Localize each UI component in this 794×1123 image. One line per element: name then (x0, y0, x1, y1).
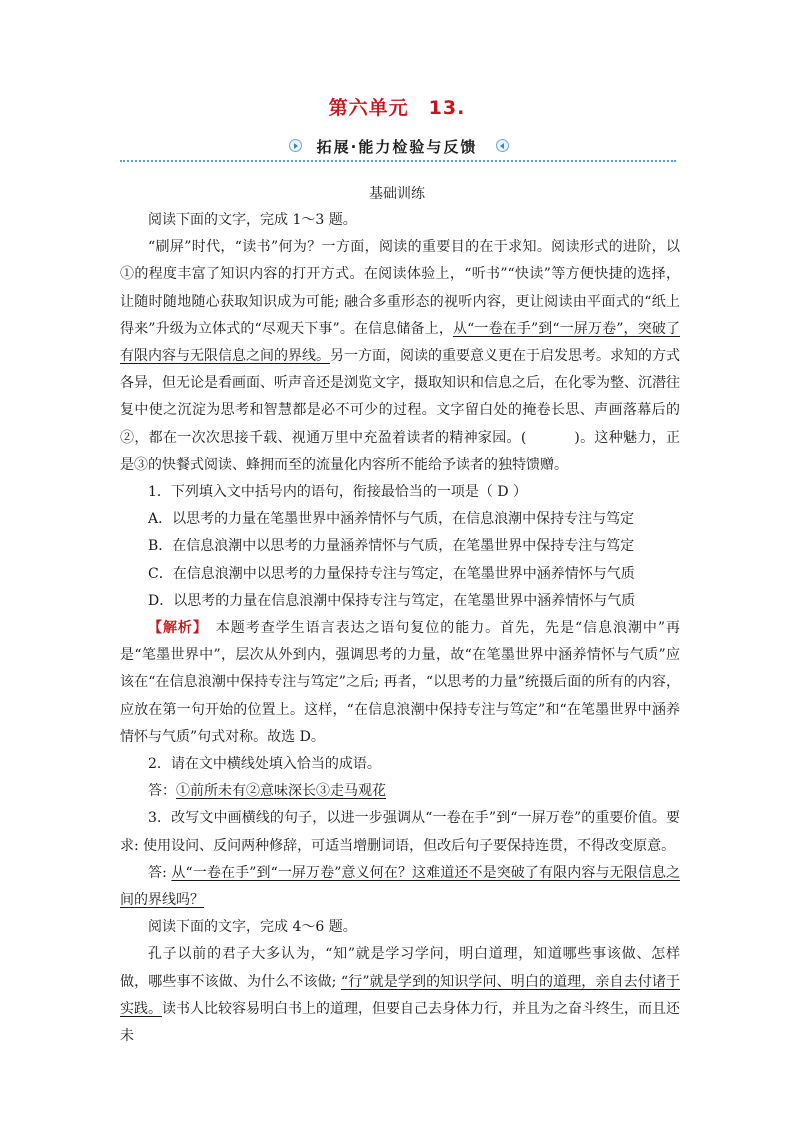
section-banner (0, 136, 794, 160)
passage1-underlined: 从“一卷在手”到“一屏万卷”，突破了有限内容与无限信息之间的界线。 (120, 320, 680, 365)
passage1-s2: 另一方面，阅读的重要意义更在于启发思考。求知的方式各异，但无论是看画面、听声音还是浏览文字，摄取知识和信息之后，在化零为整、沉潜往复中使之沉淀为思考和智慧都是必不可少的过程。文字留白处的掩卷长思、声画落幕后的②，都在一次次思接千载、视通万里中充盈着读者的精神家园。( (120, 348, 680, 446)
q1-option-a: A．以思考的力量在笔墨世界中涵养情怀与气质，在信息浪潮中保持专注与笃定 (148, 511, 635, 528)
passage1-s3: )。这种魅力，正是③的快餐式阅读、蜂拥而至的流量化内容所不能给予读者的独特馈赠。 (120, 429, 680, 473)
q3-stem: 3．改写文中画横线的句子，以进一步强调从“一卷在手”到“一屏万卷”的重要价值。要求: 使用设问、反问两种修辞，可适当增删词语，但改后句子要保持连贯，不得改变原意。 (120, 810, 680, 854)
q2-answer-prefix: 答： (148, 783, 176, 800)
passage1-intro: 阅读下面的文字，完成 1～3 题。 (148, 212, 357, 228)
passage1-s1: “刷屏”时代，“读书”何为？一方面，阅读的重要目的在于求知。阅读形式的进阶，以①的程度丰富了知识内容的打开方式。在阅读体验上，“听书”“快读”等方便快捷的选择，让随时随地随心获取知识成为可能; 融合多重形态的视听内容，更让阅读由平面式的“纸上得来”升级为立体式的“尽观天下事”。在信息储备上， (120, 239, 680, 337)
q3-answer-prefix: 答: (148, 864, 172, 881)
passage2-underlined: “行”就是学到的知识学问、明白的道理，亲自去付诸于实践。 (120, 973, 680, 1017)
q1-stem: 1．下列填入文中括号内的语句，衔接最恰当的一项是（ D ） (148, 484, 528, 501)
q2-answer (120, 778, 680, 805)
arrow-left-icon (496, 139, 509, 152)
q3-answer (120, 860, 680, 914)
document-body (120, 207, 680, 1050)
section-title: 基础训练 (369, 186, 425, 202)
analysis-text: 本题考查学生语言表达之语句复位的能力。首先，先是“信息浪潮中”再是“笔墨世界中”，层次从外到内，强调思考的力量，故“在笔墨世界中涵养情怀与气质”应该在“在信息浪潮中保持专注与笃定”之后; 再者，“以思考的力量”统摄后面的所有的内容，应放在第一句开始的位置上。这样，“在信息浪潮中保持专注与笃定”和“在笔墨世界中涵养情怀与气质”句式对称。故选 D。 (120, 620, 680, 745)
q1-option-d: D．以思考的力量在信息浪潮中保持专注与笃定，在笔墨世界中涵养情怀与气质 (148, 592, 636, 609)
passage2-s2: 读书人比较容易明白书上的道理，但要自己去身体力行，并且为之奋斗终生，而且还未 (120, 1000, 680, 1045)
q2-stem: 2．请在文中横线处填入恰当的成语。 (148, 756, 381, 773)
q3-answer-text: 从“一卷在手”到“一屏万卷”意义何在？这难道还不是突破了有限内容与无限信息之间的界线吗？ (120, 864, 680, 909)
banner-divider (120, 160, 676, 162)
q1-analysis (120, 615, 680, 751)
q1-option-c: C．在信息浪潮中以思考的力量保持专注与笃定，在笔墨世界中涵养情怀与气质 (148, 565, 635, 582)
passage2-text (120, 941, 680, 1050)
q2-answer-text: ①前所未有②意味深长③走马观花 (176, 783, 386, 800)
passage2-intro: 阅读下面的文字，完成 4～6 题。 (148, 919, 357, 936)
analysis-tag: 【解析】 (148, 620, 201, 637)
passage2-s1: 孔子以前的君子大多认为，“知”就是学习学问，明白道理，知道哪些事该做、怎样做，哪些事不该做、为什么不该做; (120, 946, 680, 990)
banner-title: 拓展·能力检验与反馈 (316, 138, 478, 156)
q1-option-b: B．在信息浪潮中以思考的力量涵养情怀与气质，在笔墨世界中保持专注与笃定 (148, 538, 635, 555)
unit-title: 第六单元 13. (328, 97, 466, 119)
passage1-text (120, 234, 680, 479)
